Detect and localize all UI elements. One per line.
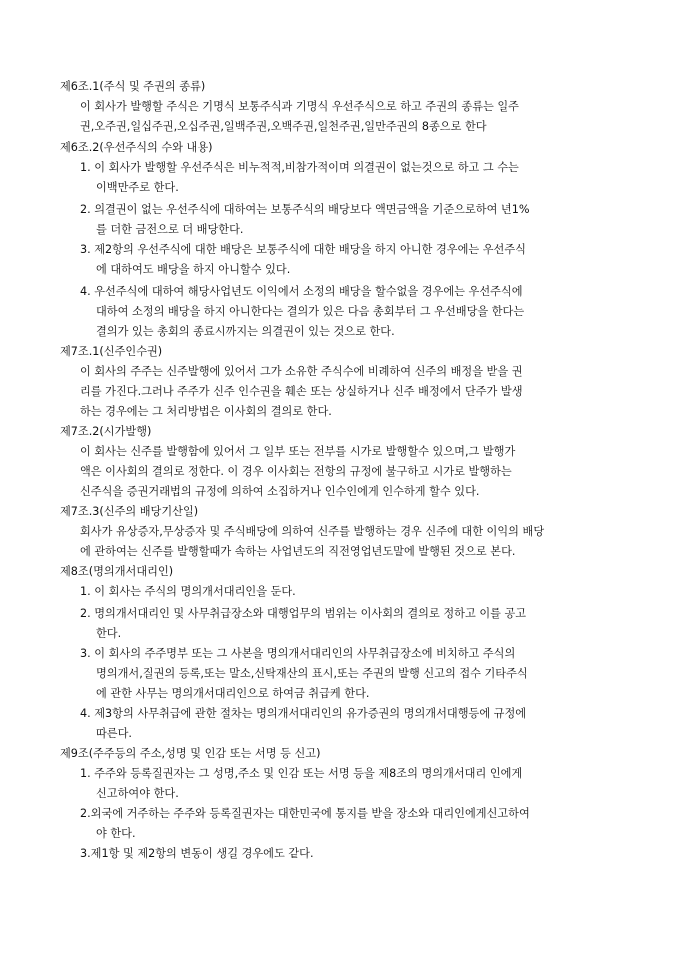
list-item-continuation: 에 대하여도 배당을 하지 아니할수 있다. <box>96 263 291 276</box>
article-heading: 제7조.2(시가발행) <box>60 425 152 438</box>
article-body-line: 이 회사는 신주를 발행함에 있어서 그 일부 또는 전부를 시가로 발행할수 있으며,그 발행가 <box>80 445 516 458</box>
article-body-line: 권,오주권,일십주권,오십주권,일백주권,오백주권,일천주권,일만주권의 8종으로 한다 <box>80 120 487 133</box>
list-item-line: 3.제1항 및 제2항의 변동이 생길 경우에도 같다. <box>80 847 314 860</box>
list-item-line: 1. 이 회사가 발행할 우선주식은 비누적적,비참가적이며 의결권이 없는것으로 하고 그 수는 <box>80 161 519 174</box>
list-item-continuation: 신고하여야 한다. <box>96 787 179 800</box>
list-item-continuation: 한다. <box>96 627 122 640</box>
list-item-line: 2. 의결권이 없는 우선주식에 대하여는 보통주식의 배당보다 액면금액을 기준으로하여 년1% <box>80 203 530 216</box>
list-item-continuation: 명의개서,질권의 등록,또는 말소,신탁재산의 표시,또는 주권의 발행 신고의 접수 기타주식 <box>96 667 528 680</box>
article-body-line: 하는 경우에는 그 처리방법은 이사회의 결의로 한다. <box>80 405 332 418</box>
list-item-continuation: 이백만주로 한다. <box>96 181 179 194</box>
article-heading: 제6조.1(주식 및 주권의 종류) <box>60 80 206 93</box>
article-body-line: 회사가 유상증자,무상증자 및 주식배당에 의하여 신주를 발행하는 경우 신주에 대한 이익의 배당 <box>80 525 545 538</box>
list-item-continuation: 를 더한 금전으로 더 배당한다. <box>96 223 244 236</box>
article-heading: 제7조.3(신주의 배당기산일) <box>60 505 199 518</box>
article-body-line: 리를 가진다.그러나 주주가 신주 인수권을 훼손 또는 상실하거나 신주 배정에서 단주가 발생 <box>80 385 523 398</box>
list-item-continuation: 야 한다. <box>96 827 136 840</box>
list-item-continuation: 결의가 있는 총회의 종료시까지는 의결권이 있는 것으로 한다. <box>96 325 395 338</box>
list-item-continuation: 따른다. <box>96 727 132 740</box>
list-item-line: 4. 제3항의 사무취급에 관한 절차는 명의개서대리인의 유가증권의 명의개서대행등에 규정에 <box>80 707 527 720</box>
article-body-line: 신주식을 증권거래법의 규정에 의하여 소집하거나 인수인에게 인수하게 할수 있다. <box>80 485 480 498</box>
list-item-continuation: 에 관한 사무는 명의개서대리인으로 하여금 취급케 한다. <box>96 687 370 700</box>
article-body-line: 에 관하여는 신주를 발행할때가 속하는 사업년도의 직전영업년도말에 발행된 것으로 본다. <box>80 545 516 558</box>
article-heading: 제8조(명의개서대리인) <box>60 565 174 578</box>
article-heading: 제9조(주주등의 주소,성명 및 인감 또는 서명 등 신고) <box>60 747 321 760</box>
list-item-line: 2.외국에 거주하는 주주와 등록질권자는 대한민국에 통지를 받을 장소와 대리인에게신고하여 <box>80 807 530 820</box>
list-item-line: 4. 우선주식에 대하여 해당사업년도 이익에서 소정의 배당을 할수없을 경우에는 우선주식에 <box>80 285 523 298</box>
list-item-line: 1. 주주와 등록질권자는 그 성명,주소 및 인감 또는 서명 등을 제8조의 명의개서대리 인에게 <box>80 767 523 780</box>
article-body-line: 액은 이사회의 결의로 정한다. 이 경우 이사회는 전항의 규정에 불구하고 시가로 발행하는 <box>80 465 512 478</box>
article-body-line: 이 회사가 발행할 주식은 기명식 보통주식과 기명식 우선주식으로 하고 주권의 종류는 일주 <box>80 100 519 113</box>
article-heading: 제7조.1(신주인수권) <box>60 345 163 358</box>
list-item-line: 2. 명의개서대리인 및 사무취급장소와 대행업무의 범위는 이사회의 결의로 정하고 이를 공고 <box>80 607 527 620</box>
list-item-continuation: 대하여 소정의 배당을 하지 아니한다는 결의가 있은 다음 총회부터 그 우선배당을 한다는 <box>96 305 525 318</box>
list-item-line: 3. 제2항의 우선주식에 대한 배당은 보통주식에 대한 배당을 하지 아니한 경우에는 우선주식 <box>80 243 526 256</box>
list-item-line: 1. 이 회사는 주식의 명의개서대리인을 둔다. <box>80 585 296 598</box>
article-body-line: 이 회사의 주주는 신주발행에 있어서 그가 소유한 주식수에 비례하여 신주의 배정을 받을 권 <box>80 365 523 378</box>
list-item-line: 3. 이 회사의 주주명부 또는 그 사본을 명의개서대리인의 사무취급장소에 비치하고 주식의 <box>80 647 516 660</box>
article-heading: 제6조.2(우선주식의 수와 내용) <box>60 141 213 154</box>
